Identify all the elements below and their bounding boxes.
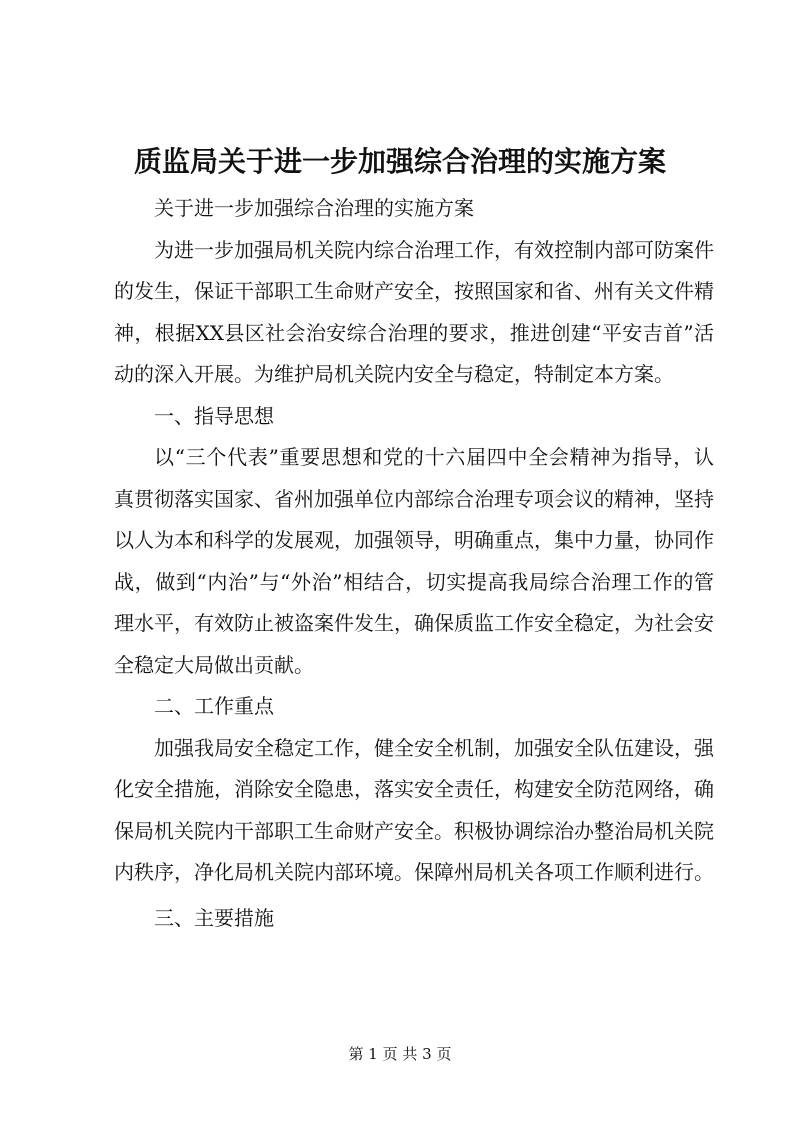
document-title: 质监局关于进一步加强综合治理的实施方案 [133, 145, 666, 178]
section-heading-main-measures: 三、主要措施 [154, 905, 274, 930]
document-subtitle: 关于进一步加强综合治理的实施方案 [154, 196, 474, 220]
section-heading-work-focus: 二、工作重点 [154, 694, 274, 718]
page-footer: 第 1 页 共 3 页 [348, 1045, 452, 1063]
document-body [114, 188, 714, 939]
section-text-guiding-ideology: 以“三个代表”重要思想和党的十六届四中全会精神为指导，认真贯彻落实国家、省州加强单位内部综合治理专项会议的精神，坚持以人为本和科学的发展观，加强领导，明确重点，集中力量，协同作战，做到“内治”与“外治”相结合，切实提高我局综合治理工作的管理水平，有效防止被盗案件发生，确保质监工作安全稳定，为社会安全稳定大局做出贡献。 [114, 445, 714, 677]
section-heading-guiding-ideology: 一、指导思想 [154, 403, 274, 428]
section-text-work-focus: 加强我局安全稳定工作，健全安全机制，加强安全队伍建设，强化安全措施，消除安全隐患，落实安全责任，构建安全防范网络，确保局机关院内干部职工生命财产安全。积极协调综治办整治局机关院内秩序，净化局机关院内部环境。保障州局机关各项工作顺利进行。 [114, 735, 714, 884]
intro-paragraph: 为进一步加强局机关院内综合治理工作，有效控制内部可防案件的发生，保证干部职工生命财产安全，按照国家和省、州有关文件精神，根据XX县区社会治安综合治理的要求，推进创建“平安吉首”活动的深入开展。为维护局机关院内安全与稳定，特制定本方案。 [114, 237, 714, 386]
